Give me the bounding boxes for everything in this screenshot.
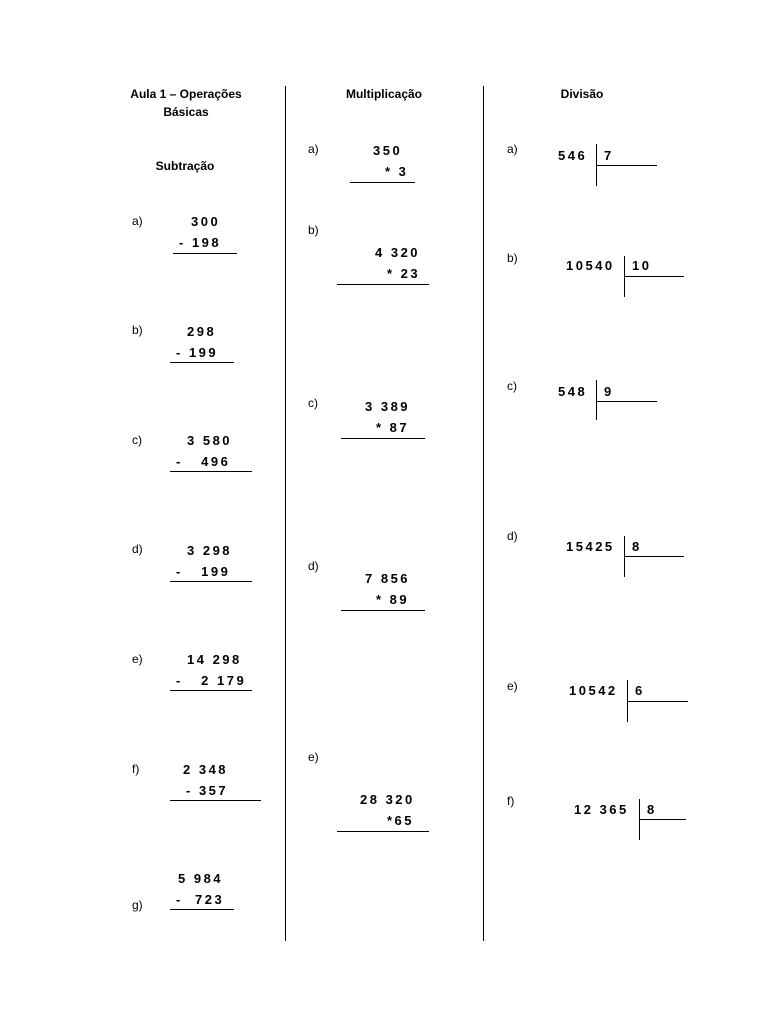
- division-item-label: f): [507, 794, 515, 808]
- division-dividend: 546: [558, 148, 588, 163]
- subtraction-item-label: a): [132, 214, 143, 228]
- division-bracket-horizontal: [624, 556, 684, 557]
- subtraction-minuend: 3 580: [187, 433, 233, 448]
- multiplication-item-label: b): [308, 223, 319, 237]
- division-heading: Divisão: [560, 87, 604, 101]
- division-dividend: 548: [558, 384, 588, 399]
- subtraction-minuend: 298: [187, 324, 217, 339]
- multiplication-heading: Multiplicação: [345, 87, 422, 101]
- multiplication-item-label: a): [308, 142, 319, 156]
- division-divisor: 9: [604, 384, 614, 399]
- subtraction-subtrahend: - 723: [176, 892, 225, 907]
- subtraction-minuend: 3 298: [187, 543, 233, 558]
- subtraction-subtrahend: - 199: [176, 345, 219, 360]
- division-divisor: 6: [635, 683, 645, 698]
- division-item-label: d): [507, 529, 518, 543]
- page-title: Aula 1 – Operações Básicas: [130, 87, 242, 119]
- subtraction-item-label: d): [132, 542, 143, 556]
- subtraction-minuend: 14 298: [187, 652, 242, 667]
- division-item-label: c): [507, 379, 517, 393]
- division-dividend: 10542: [569, 683, 618, 698]
- subtraction-item-label: f): [132, 762, 140, 776]
- subtraction-subtrahend: - 2 179: [176, 673, 247, 688]
- multiplication-item-label: e): [308, 750, 319, 764]
- multiplication-multiplier: * 87: [376, 420, 410, 435]
- multiplication-multiplier: * 3: [385, 164, 409, 179]
- column-divider-right: [483, 86, 484, 941]
- multiplication-multiplier: * 23: [387, 266, 421, 281]
- multiplication-multiplier: *65: [387, 813, 415, 828]
- multiplication-rule: [350, 182, 415, 183]
- division-item-label: e): [507, 679, 518, 693]
- multiplication-multiplicand: 350: [373, 143, 403, 158]
- division-bracket-horizontal: [624, 276, 684, 277]
- division-item-label: b): [507, 251, 518, 265]
- subtraction-rule: [170, 581, 252, 582]
- subtraction-item-label: e): [132, 652, 143, 666]
- subtraction-heading: Subtração: [155, 159, 215, 173]
- subtraction-subtrahend: - 357: [186, 783, 229, 798]
- subtraction-rule: [170, 471, 252, 472]
- division-bracket-horizontal: [596, 165, 657, 166]
- subtraction-subtrahend: - 496: [176, 454, 231, 469]
- subtraction-subtrahend: - 198: [179, 235, 222, 250]
- division-bracket-horizontal: [627, 701, 688, 702]
- division-dividend: 15425: [566, 539, 615, 554]
- column-divider-left: [285, 86, 286, 941]
- subtraction-minuend: 5 984: [178, 871, 224, 886]
- multiplication-rule: [341, 610, 425, 611]
- multiplication-multiplicand: 3 389: [365, 399, 411, 414]
- division-divisor: 8: [647, 802, 657, 817]
- division-dividend: 12 365: [574, 802, 629, 817]
- subtraction-minuend: 300: [191, 214, 221, 229]
- division-divisor: 8: [632, 539, 642, 554]
- subtraction-item-label: b): [132, 323, 143, 337]
- multiplication-multiplicand: 28 320: [360, 792, 415, 807]
- division-divisor: 10: [632, 258, 652, 273]
- subtraction-rule: [170, 362, 234, 363]
- division-item-label: a): [507, 142, 518, 156]
- subtraction-rule: [173, 253, 237, 254]
- division-dividend: 10540: [566, 258, 615, 273]
- multiplication-multiplicand: 7 856: [365, 571, 411, 586]
- subtraction-rule: [170, 800, 261, 801]
- multiplication-rule: [337, 831, 429, 832]
- multiplication-rule: [337, 284, 429, 285]
- division-bracket-horizontal: [639, 819, 686, 820]
- subtraction-subtrahend: - 199: [176, 564, 231, 579]
- multiplication-multiplicand: 4 320: [375, 245, 421, 260]
- subtraction-item-label: c): [132, 433, 142, 447]
- multiplication-item-label: d): [308, 559, 319, 573]
- subtraction-item-label: g): [132, 898, 143, 912]
- division-bracket-vertical: [596, 380, 597, 420]
- subtraction-rule: [170, 909, 234, 910]
- division-bracket-horizontal: [596, 401, 657, 402]
- subtraction-minuend: 2 348: [183, 762, 229, 777]
- multiplication-multiplier: * 89: [376, 592, 410, 607]
- multiplication-rule: [341, 438, 425, 439]
- subtraction-rule: [170, 690, 252, 691]
- division-divisor: 7: [604, 148, 614, 163]
- multiplication-item-label: c): [308, 396, 318, 410]
